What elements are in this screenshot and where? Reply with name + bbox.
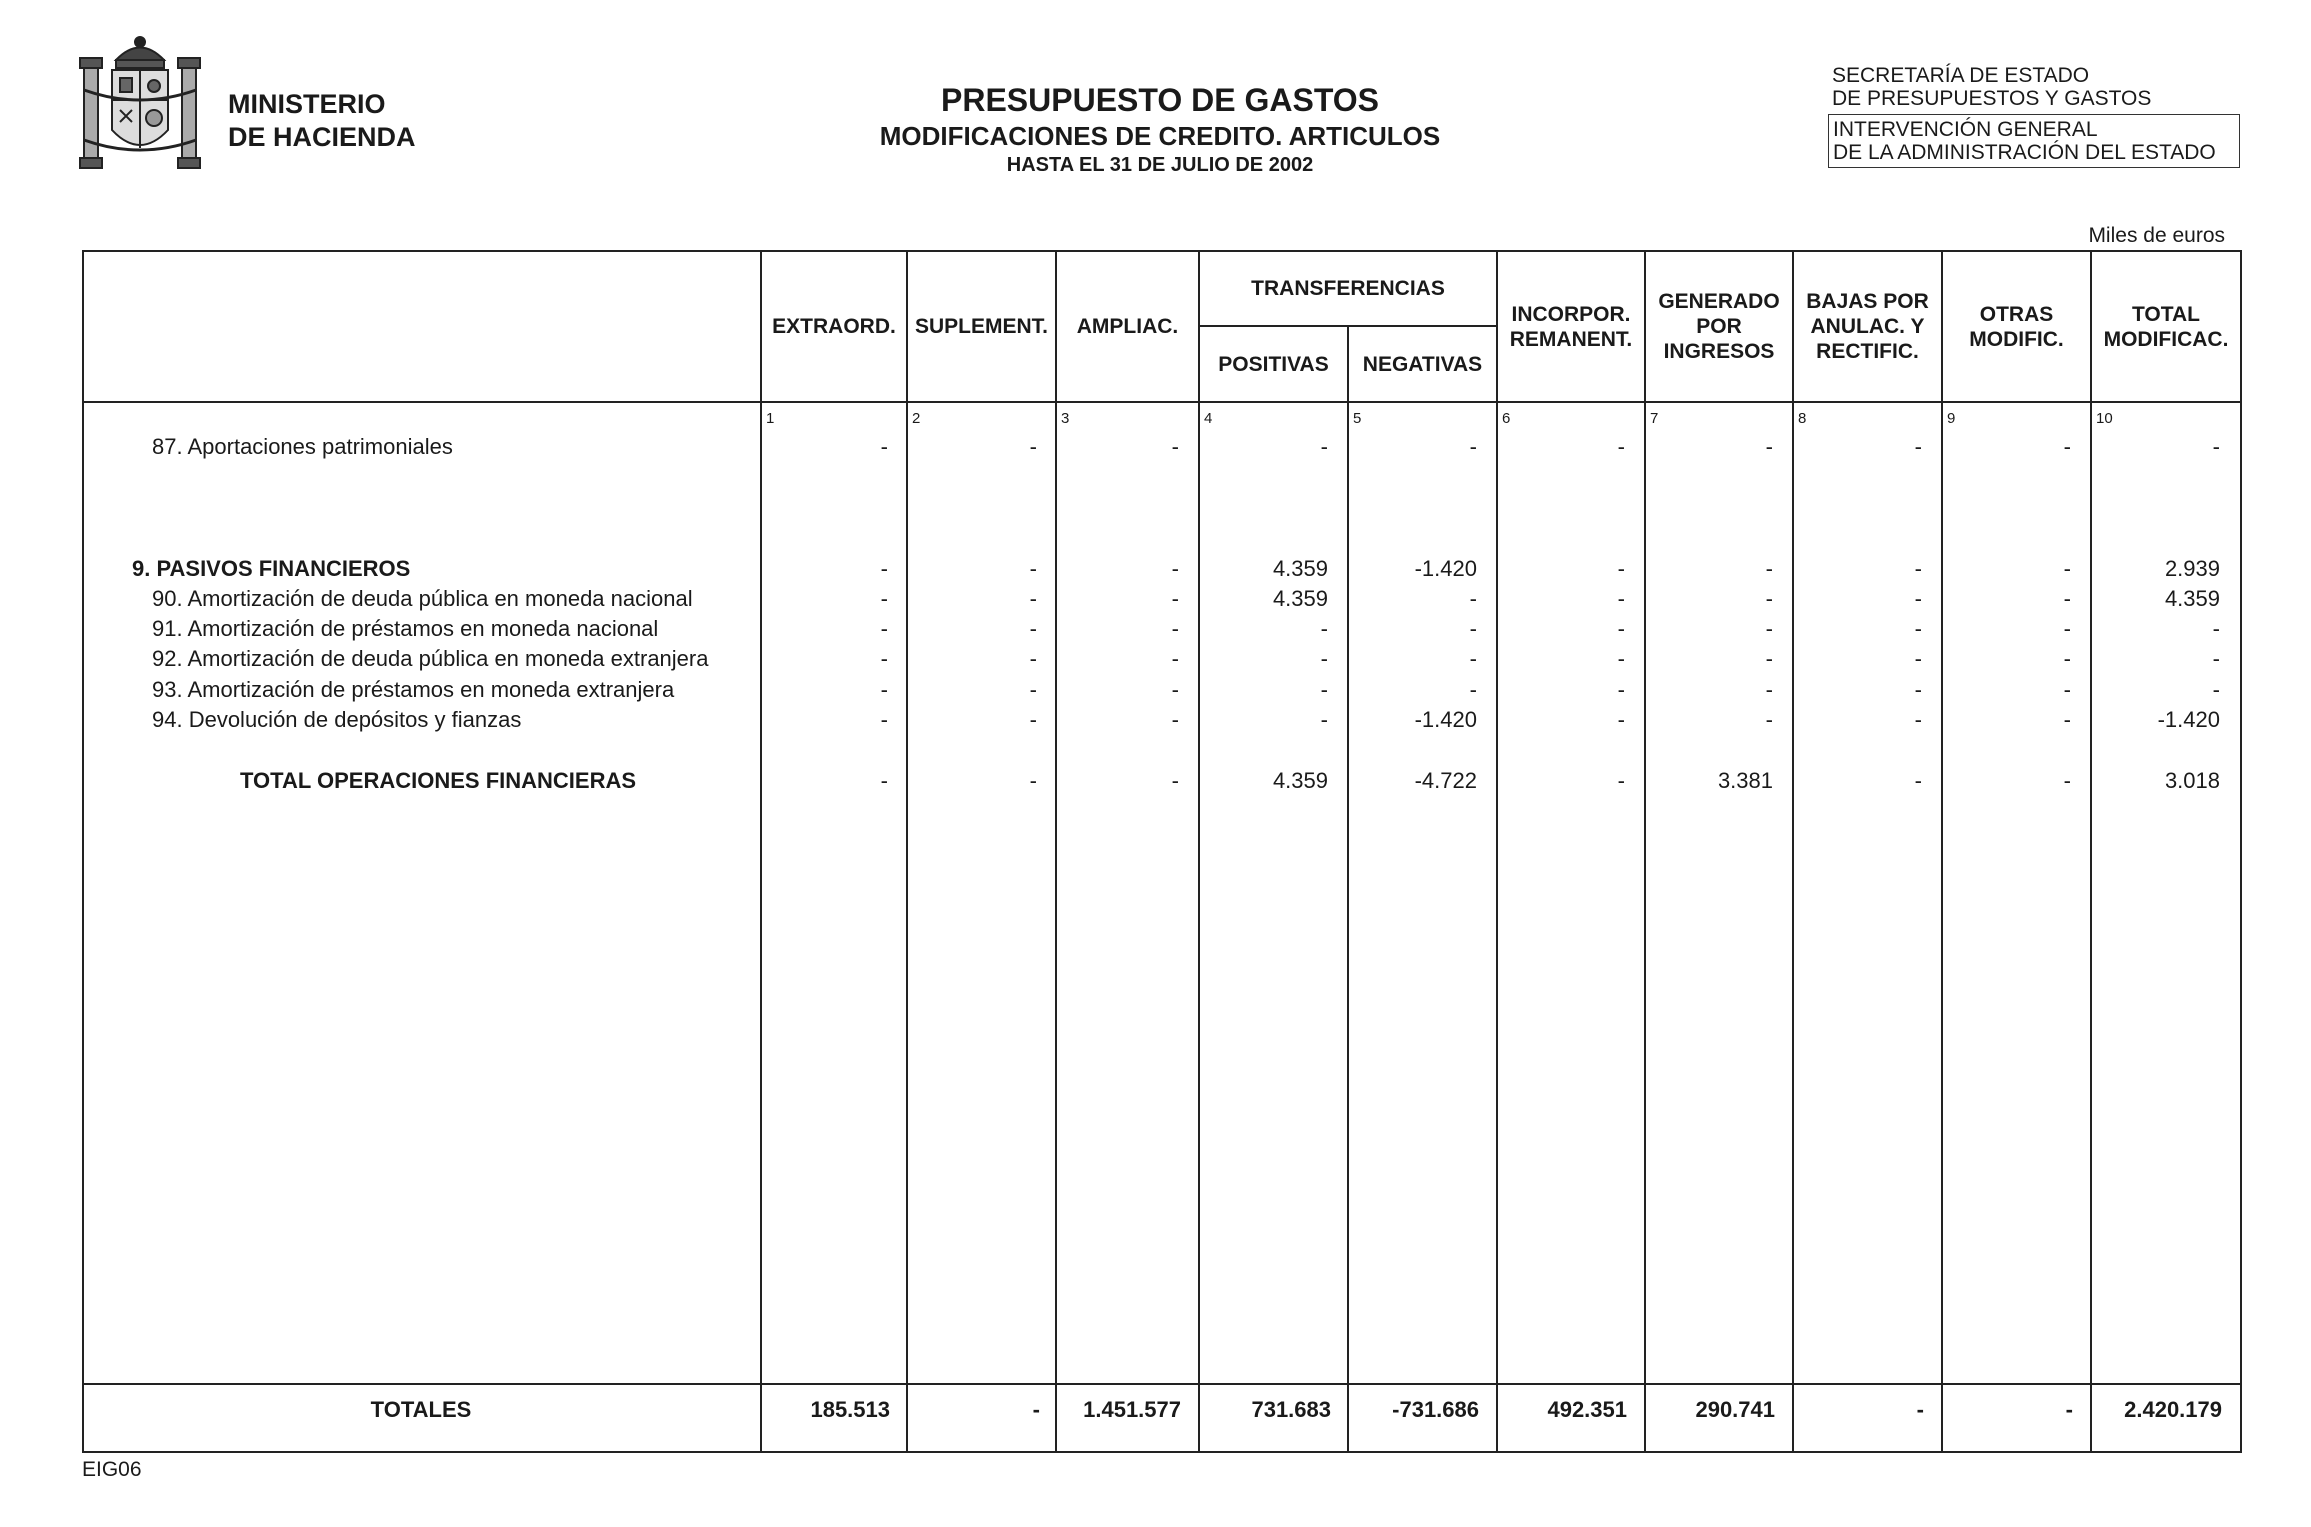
grid-vline [1792,250,1794,1453]
col-incorpor-label-1: INCORPOR. [1511,302,1631,326]
cell-value: - [1029,646,1037,671]
grid-header-bottom-border [82,401,2242,403]
cell-value: 4.359 [1272,768,1328,793]
col-bajas-label-2: ANULAC. Y [1810,315,1925,338]
cell-value: - [1469,616,1477,641]
report-date: HASTA EL 31 DE JULIO DE 2002 [1006,154,1314,176]
secretaria-block [1832,64,2151,110]
cell-value: - [1914,586,1922,611]
cell-value: 3.381 [1717,768,1773,793]
row-label: 92. Amortización de deuda pública en moneda extranjera [152,646,709,671]
grid-right-border [2240,250,2242,1453]
cell-value: - [1469,434,1477,459]
totals-value: - [1032,1397,1040,1422]
col-bajas-label-3: RECTIFIC. [1816,340,1919,363]
row-label: 87. Aportaciones patrimoniales [152,434,453,459]
grid-vline [760,250,762,1453]
col-number: 3 [1061,410,1070,427]
col-number: 10 [2096,410,2113,427]
cell-value: - [1320,646,1328,671]
form-code: EIG06 [82,1458,142,1481]
col-generado-label-1: GENERADO [1658,290,1780,313]
col-number: 5 [1353,410,1362,427]
col-extraord-label: EXTRAORD. [772,315,896,338]
col-number: 4 [1204,410,1213,427]
cell-value: - [880,556,888,581]
cell-value: - [2063,556,2071,581]
row-label: 94. Devolución de depósitos y fianzas [152,707,522,732]
cell-value: - [2063,434,2071,459]
secretaria-line-1: SECRETARÍA DE ESTADO [1832,64,2090,87]
cell-value: - [1914,646,1922,671]
col-incorpor-header [1498,252,1644,401]
cell-value: - [1765,434,1773,459]
col-negativas-header [1349,327,1496,401]
cell-value: - [1029,616,1037,641]
cell-value: - [880,646,888,671]
cell-value: - [1171,556,1179,581]
cell-value: - [2212,677,2220,702]
col-positivas-header [1200,327,1347,401]
col-number: 8 [1798,410,1807,427]
totals-value: 2.420.179 [2124,1397,2222,1422]
col-extraord-header [762,252,906,401]
cell-value: - [1765,586,1773,611]
report-subtitle: MODIFICACIONES DE CREDITO. ARTICULOS [879,121,1441,151]
cell-value: - [1765,556,1773,581]
table-row [0,644,2311,674]
cell-value: - [2063,586,2071,611]
totals-value: - [1916,1397,1924,1422]
cell-value: -1.420 [1414,707,1477,732]
totals-label: TOTALES [370,1397,472,1422]
grid-vline [1055,250,1057,1453]
table-row [0,766,2311,796]
col-transferencias-label: TRANSFERENCIAS [1251,277,1445,300]
grid-bottom-border [82,1451,2242,1453]
totals-row [0,1384,2311,1436]
cell-value: - [1320,616,1328,641]
cell-value: 4.359 [2164,586,2220,611]
report-titles [750,80,1570,178]
cell-value: - [880,616,888,641]
cell-value: -1.420 [1414,556,1477,581]
cell-value: - [1029,556,1037,581]
cell-value: - [1914,434,1922,459]
cell-value: - [1617,646,1625,671]
cell-value: - [1765,677,1773,702]
cell-value: - [1617,586,1625,611]
cell-value: - [1171,586,1179,611]
cell-value: - [1914,768,1922,793]
cell-value: - [2063,707,2071,732]
col-incorpor-label-2: REMANENT. [1509,327,1633,351]
table-row [0,554,2311,584]
totals-value: 731.683 [1251,1397,1331,1422]
cell-value: - [1914,707,1922,732]
cell-value: - [1029,586,1037,611]
row-label: 93. Amortización de préstamos en moneda extranjera [152,677,675,702]
row-label: 90. Amortización de deuda pública en moneda nacional [152,586,693,611]
totals-value: 185.513 [810,1397,890,1422]
coat-of-arms-logo [76,30,204,182]
col-number: 9 [1947,410,1956,427]
grid-left-border [82,250,84,1453]
cell-value: - [1617,677,1625,702]
cell-value: -4.722 [1414,768,1477,793]
intervencion-line-2: DE LA ADMINISTRACIÓN DEL ESTADO [1833,141,2216,164]
cell-value: - [880,768,888,793]
cell-value: - [1320,677,1328,702]
col-generado-label-3: INGRESOS [1663,340,1775,363]
cell-value: - [1320,707,1328,732]
cell-value: - [1029,434,1037,459]
cell-value: - [1617,556,1625,581]
grid-vline [1941,250,1943,1453]
intervencion-box [1828,114,2240,168]
cell-value: - [1914,677,1922,702]
cell-value: - [1914,616,1922,641]
cell-value: - [2063,677,2071,702]
col-bajas-label-1: BAJAS POR [1806,290,1929,313]
col-ampliac-header [1057,252,1198,401]
col-number: 2 [912,410,921,427]
row-label: TOTAL OPERACIONES FINANCIERAS [240,768,637,793]
cell-value: - [880,586,888,611]
cell-value: - [1171,677,1179,702]
col-ampliac-label: AMPLIAC. [1076,315,1179,338]
cell-value: - [2063,616,2071,641]
table-row [0,614,2311,644]
table-row [0,675,2311,705]
cell-value: - [1469,586,1477,611]
cell-value: - [880,677,888,702]
col-number: 6 [1502,410,1511,427]
cell-value: - [1765,707,1773,732]
cell-value: - [2063,768,2071,793]
grid-vline [2090,250,2092,1453]
col-otras-label-1: OTRAS [1979,302,2054,326]
col-negativas-label: NEGATIVAS [1362,352,1483,376]
cell-value: - [1029,707,1037,732]
table-row [0,705,2311,735]
row-label: 91. Amortización de préstamos en moneda nacional [152,616,659,641]
cell-value: - [1617,768,1625,793]
col-transferencias-header [1200,252,1496,325]
totals-value: 492.351 [1547,1397,1627,1422]
grid-vline [1644,250,1646,1453]
cell-value: - [1320,434,1328,459]
cell-value: - [880,434,888,459]
cell-value: - [1171,768,1179,793]
col-suplement-label: SUPLEMENT. [914,315,1048,338]
cell-value: - [880,707,888,732]
col-total-label-2: MODIFICAC. [2103,327,2229,351]
cell-value: - [1171,646,1179,671]
col-total-label-1: TOTAL [2131,302,2201,326]
cell-value: - [1029,677,1037,702]
secretaria-line-2: DE PRESUPUESTOS Y GASTOS [1832,87,2152,110]
col-otras-header [1943,252,2090,401]
cell-value: - [1171,707,1179,732]
cell-value: - [2212,616,2220,641]
cell-value: - [1617,616,1625,641]
table-row [0,584,2311,614]
cell-value: 2.939 [2164,556,2220,581]
cell-value: - [1914,556,1922,581]
col-positivas-label: POSITIVAS [1218,352,1329,376]
cell-value: 4.359 [1272,586,1328,611]
row-label: 9. PASIVOS FINANCIEROS [132,556,411,581]
cell-value: - [1171,616,1179,641]
col-number: 1 [766,410,775,427]
col-number: 7 [1650,410,1659,427]
col-generado-label-2: POR [1696,315,1742,338]
cell-value: 4.359 [1272,556,1328,581]
grid-vline [906,250,908,1453]
cell-value: - [2212,646,2220,671]
totals-value: 1.451.577 [1083,1397,1181,1422]
cell-value: - [1029,768,1037,793]
totals-value: -731.686 [1392,1397,1479,1422]
table-row [0,432,2311,462]
totals-value: - [2065,1397,2073,1422]
cell-value: - [1617,434,1625,459]
cell-value: 3.018 [2164,768,2220,793]
grid-vline [1347,325,1349,1453]
units-note: Miles de euros [2088,224,2225,247]
intervencion-line-1: INTERVENCIÓN GENERAL [1833,118,2098,141]
grid-vline [1496,250,1498,1453]
col-otras-label-2: MODIFIC. [1969,327,2064,351]
report-title: PRESUPUESTO DE GASTOS [940,82,1380,118]
cell-value: - [1469,646,1477,671]
cell-value: -1.420 [2157,707,2220,732]
cell-value: - [1469,677,1477,702]
col-total-header [2092,252,2240,401]
cell-value: - [1617,707,1625,732]
col-suplement-header [908,252,1055,401]
cell-value: - [2212,434,2220,459]
ministry-line-1: MINISTERIO [228,89,386,119]
cell-value: - [2063,646,2071,671]
ministry-name [228,88,416,154]
totals-value: 290.741 [1695,1397,1775,1422]
col-bajas-header [1794,252,1941,401]
ministry-line-2: DE HACIENDA [228,122,416,152]
grid-vline [1198,250,1200,1453]
cell-value: - [1765,616,1773,641]
cell-value: - [1171,434,1179,459]
col-generado-header [1646,252,1792,401]
cell-value: - [1765,646,1773,671]
